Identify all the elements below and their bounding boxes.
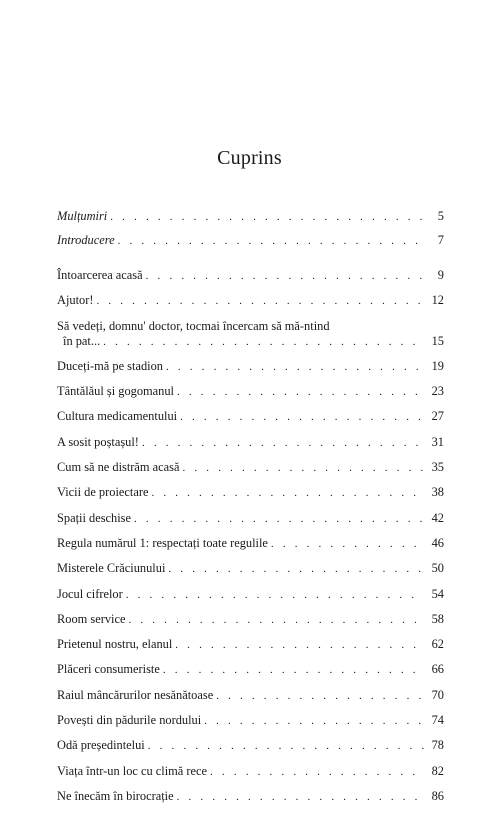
toc-entry-page: 70	[431, 687, 444, 702]
toc-entry-title: A sosit poștașul!	[57, 434, 139, 449]
toc-front-matter	[57, 209, 444, 256]
toc-leader-dots	[134, 512, 424, 527]
toc-entry-page: 82	[431, 763, 444, 778]
toc-entry-page: 31	[431, 434, 444, 449]
toc-leader-dots	[183, 461, 425, 476]
toc-leader-dots	[128, 613, 424, 628]
toc-entry-title: Povești din pădurile nordului	[57, 713, 202, 728]
toc-leader-dots	[177, 790, 424, 805]
toc-entry[interactable]	[57, 688, 444, 704]
toc-entry-page: 7	[437, 232, 444, 247]
toc-leader-dots	[210, 765, 424, 780]
toc-entry-page: 62	[431, 637, 444, 652]
toc-entry-page: 27	[431, 409, 444, 424]
toc-chapters	[57, 268, 444, 814]
toc-entry[interactable]	[57, 713, 444, 729]
toc-entry[interactable]	[57, 384, 444, 400]
toc-entry[interactable]	[57, 233, 444, 249]
toc-leader-dots	[142, 436, 424, 451]
toc-entry-title: Întoarcerea acasă	[57, 268, 143, 282]
toc-entry-title: Introducere	[57, 232, 115, 247]
toc-leader-dots	[148, 739, 424, 754]
toc-entry-title: Ne înecăm în birocrație	[57, 788, 174, 803]
toc-leader-dots	[271, 537, 424, 552]
toc-entry-title: Mulțumiri	[57, 209, 108, 223]
page-title: Cuprins	[217, 147, 282, 169]
toc-leader-dots	[110, 210, 424, 225]
toc-entry-title: Misterele Crăciunului	[57, 561, 166, 576]
toc-entry-title: Prietenul nostru, elanul	[57, 637, 173, 652]
toc-entry[interactable]	[57, 587, 444, 603]
toc-entry-title: Jocul cifrelor	[57, 586, 123, 601]
toc-entry[interactable]	[57, 662, 444, 678]
toc-leader-dots	[168, 562, 424, 577]
toc-leader-dots	[118, 234, 424, 249]
toc-entry-page: 78	[431, 738, 444, 753]
toc-entry-title-line2: în pat...	[63, 333, 101, 348]
toc-entry-page: 5	[437, 209, 444, 223]
toc-entry-title: Ajutor!	[57, 293, 94, 308]
toc-entry-page: 19	[431, 358, 444, 373]
toc-leader-dots	[146, 269, 424, 284]
toc-entry-page: 9	[437, 268, 444, 282]
toc-leader-dots	[216, 689, 424, 704]
toc-entry-title: Viața într-un loc cu climă rece	[57, 763, 208, 778]
toc-entry[interactable]	[57, 209, 444, 225]
toc-entry-page: 86	[431, 788, 444, 803]
toc-entry-page: 58	[431, 611, 444, 626]
toc-entry-page: 54	[431, 586, 444, 601]
toc-entry-title: Odă președintelui	[57, 738, 145, 753]
toc-entry-page: 12	[431, 293, 444, 308]
toc-entry-page: 38	[431, 485, 444, 500]
toc-entry[interactable]	[57, 738, 444, 754]
toc-entry[interactable]	[57, 435, 444, 451]
toc-entry[interactable]	[57, 637, 444, 653]
toc-entry-page: 35	[431, 460, 444, 475]
toc-entry-title: Plăceri consumeriste	[57, 662, 160, 677]
toc-entry[interactable]	[57, 789, 444, 805]
toc-leader-dots	[151, 486, 424, 501]
toc-entry[interactable]	[57, 536, 444, 552]
toc-entry[interactable]	[57, 460, 444, 476]
toc-leader-dots	[96, 294, 424, 309]
toc-entry[interactable]	[57, 561, 444, 577]
toc-entry[interactable]	[57, 485, 444, 501]
toc-entry-title: Spații deschise	[57, 510, 131, 525]
toc-entry-page: 74	[431, 713, 444, 728]
toc-leader-dots	[180, 410, 424, 425]
toc-entry[interactable]	[57, 359, 444, 375]
toc-entry-page: 23	[431, 384, 444, 399]
toc-leader-dots	[177, 385, 424, 400]
toc-leader-dots	[204, 714, 424, 729]
toc-entry[interactable]	[57, 511, 444, 527]
toc-entry[interactable]	[57, 319, 444, 350]
toc-entry-page: 66	[431, 662, 444, 677]
toc-entry-page: 42	[431, 510, 444, 525]
toc-entry[interactable]	[57, 612, 444, 628]
toc-entry-title: Raiul mâncărurilor nesănătoase	[57, 687, 214, 702]
toc-entry[interactable]	[57, 268, 444, 284]
toc-leader-dots	[126, 588, 424, 603]
toc-entry[interactable]	[57, 409, 444, 425]
toc-entry-title: Room service	[57, 611, 126, 626]
toc-leader-dots	[103, 335, 424, 350]
toc-leader-dots	[166, 360, 424, 375]
toc-entry-title: Cum să ne distrăm acasă	[57, 460, 180, 475]
toc-leader-dots	[175, 638, 424, 653]
toc-entry-page: 46	[431, 535, 444, 550]
toc-entry-title: Regula numărul 1: respectați toate regulile	[57, 535, 268, 550]
toc-entry-title: Cultura medicamentului	[57, 409, 178, 424]
toc-entry-title: Tântălăul și gogomanul	[57, 384, 174, 399]
toc-entry[interactable]	[57, 764, 444, 780]
toc-entry-title-line1: Să vedeți, domnu' doctor, tocmai încercam să mă-ntind	[57, 318, 330, 333]
toc-leader-dots	[163, 663, 424, 678]
toc-entry-title: Vicii de proiectare	[57, 485, 149, 500]
toc-entry-page: 15	[431, 333, 444, 348]
toc-entry-page: 50	[431, 561, 444, 576]
toc-entry-title: Duceți-mă pe stadion	[57, 358, 163, 373]
toc-entry-title-line2-row	[57, 334, 444, 350]
toc-entry[interactable]	[57, 293, 444, 309]
